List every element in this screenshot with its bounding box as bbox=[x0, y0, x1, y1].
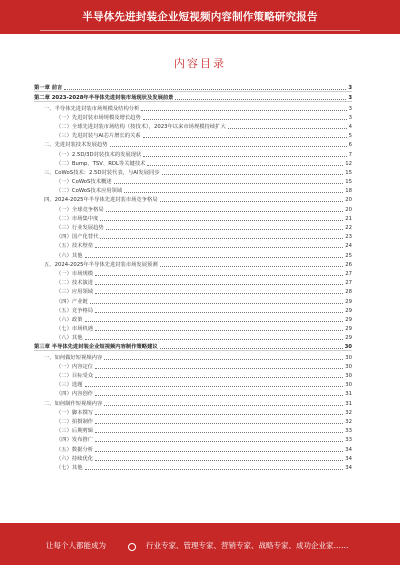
toc-leader-dots bbox=[95, 395, 343, 396]
toc-item-page: 29 bbox=[345, 316, 352, 323]
toc-item-text: （一）CoWoS技术概述 bbox=[56, 179, 112, 186]
toc-leader-dots bbox=[85, 321, 344, 322]
toc-item-text: （二）全球先进封装市场结构（按技术），2023年以来市场规模持续扩大 bbox=[56, 123, 226, 130]
toc-item-page: 3 bbox=[348, 95, 352, 102]
toc-leader-dots bbox=[143, 137, 347, 138]
toc-item[interactable] bbox=[34, 259, 352, 268]
toc-item-text: 一、如何做好短视频内容 bbox=[44, 354, 103, 361]
toc-item-text: （二）市场集中度 bbox=[56, 215, 99, 222]
toc-leader-dots bbox=[104, 405, 343, 406]
footer-left-text: 让每个人都能成为 bbox=[46, 541, 106, 550]
toc-leader-dots bbox=[95, 432, 343, 433]
toc-item-page: 29 bbox=[345, 326, 352, 333]
toc-item-page: 4 bbox=[348, 123, 352, 130]
toc-leader-dots bbox=[114, 183, 344, 184]
toc-item-text: （二）Bump、TSV、RDL等关键技术 bbox=[56, 160, 146, 167]
toc-leader-dots bbox=[95, 275, 343, 276]
toc-item-page: 23 bbox=[345, 234, 352, 241]
toc-leader-dots bbox=[95, 284, 343, 285]
toc-item-page: 3 bbox=[348, 114, 352, 121]
toc-item-page: 30 bbox=[345, 373, 352, 379]
toc-item[interactable] bbox=[34, 295, 352, 304]
toc-item[interactable] bbox=[34, 222, 352, 231]
footer-separator-icon bbox=[128, 543, 136, 551]
toc-leader-dots bbox=[141, 110, 346, 111]
toc-item-page: 3 bbox=[348, 105, 352, 112]
toc-item-page: 29 bbox=[345, 298, 352, 305]
toc-leader-dots bbox=[162, 174, 344, 175]
toc-item-page: 30 bbox=[344, 344, 352, 351]
toc-leader-dots bbox=[85, 257, 344, 258]
toc-item-text: 五、2024-2025年半导体先进封装市场发展预测 bbox=[44, 261, 158, 268]
toc-item[interactable] bbox=[34, 443, 352, 452]
toc-item[interactable] bbox=[34, 148, 352, 157]
toc-leader-dots bbox=[95, 441, 343, 442]
toc-item[interactable] bbox=[34, 314, 352, 323]
toc-item[interactable] bbox=[34, 112, 352, 121]
toc-leader-dots bbox=[85, 469, 344, 470]
toc-item-page: 34 bbox=[345, 455, 352, 462]
toc-item-page: 3 bbox=[348, 85, 352, 92]
toc-item-page: 32 bbox=[345, 418, 352, 425]
toc-leader-dots bbox=[160, 348, 343, 349]
toc-item[interactable] bbox=[34, 370, 352, 379]
toc-item-page: 33 bbox=[345, 437, 352, 444]
toc-item[interactable] bbox=[34, 139, 352, 148]
toc-leader-dots bbox=[95, 414, 343, 415]
toc-item-page: 31 bbox=[345, 391, 352, 398]
toc-leader-dots bbox=[147, 165, 343, 166]
toc-item[interactable] bbox=[34, 305, 352, 314]
toc-item-page: 6 bbox=[348, 142, 352, 149]
toc-item[interactable] bbox=[34, 462, 352, 471]
report-title: 半导体先进封装企业短视频内容制作策略研究报告 bbox=[82, 11, 318, 23]
toc-item[interactable] bbox=[34, 249, 352, 258]
toc-leader-dots bbox=[95, 330, 343, 331]
toc-item-text: （二）拍摄制作 bbox=[56, 418, 94, 425]
toc-item-page: 32 bbox=[345, 409, 352, 416]
toc-item[interactable] bbox=[34, 341, 352, 351]
toc-item-page: 24 bbox=[345, 243, 352, 250]
toc-item-page: 20 bbox=[345, 206, 352, 213]
toc-item-text: （三）行业发展趋势 bbox=[56, 225, 104, 231]
toc-item-page: 25 bbox=[345, 252, 352, 259]
toc-item-text: 第二章 2023-2028年半导体先进封装市场现状及发展前景 bbox=[34, 95, 174, 102]
toc-leader-dots bbox=[175, 99, 346, 100]
toc-leader-dots bbox=[95, 451, 343, 452]
toc-leader-dots bbox=[143, 119, 347, 120]
toc-leader-dots bbox=[100, 220, 343, 221]
footer-right-text: 行业专家、管理专家、营销专家、战略专家、成功企业家…… bbox=[146, 541, 349, 550]
toc-item-text: 第三章 半导体先进封装企业短视频内容制作策略建议 bbox=[34, 344, 158, 351]
toc-item-text: 二、如何制作短视频内容 bbox=[44, 400, 103, 407]
toc-item-text: （三）后期剪辑 bbox=[56, 428, 94, 435]
toc-item[interactable] bbox=[34, 277, 352, 286]
toc-item-text: （一）全球竞争格局 bbox=[56, 206, 104, 213]
toc-item-page: 15 bbox=[345, 179, 352, 186]
toc-item-text: 一、半导体先进封装市场规模及结构分析 bbox=[44, 105, 140, 112]
toc-item-text: 三、CoWoS技术：2.5D封装代表，与AI发展同步 bbox=[44, 169, 160, 176]
toc-item[interactable] bbox=[34, 92, 352, 102]
footer-banner bbox=[0, 523, 400, 565]
toc-item-page: 22 bbox=[345, 225, 352, 231]
toc-item-page: 27 bbox=[345, 270, 352, 277]
toc-item[interactable] bbox=[34, 379, 352, 388]
toc-item-text: （四）发布推广 bbox=[56, 437, 94, 444]
toc-item[interactable] bbox=[34, 82, 352, 92]
toc-leader-dots bbox=[95, 312, 343, 313]
toc-item[interactable] bbox=[34, 194, 352, 203]
toc-item-page: 7 bbox=[348, 151, 352, 158]
toc-item-text: （六）政策 bbox=[56, 316, 83, 323]
toc-leader-dots bbox=[143, 156, 346, 157]
toc-item-text: （六）其他 bbox=[56, 252, 83, 259]
toc-item[interactable] bbox=[34, 361, 352, 370]
toc-leader-dots bbox=[106, 229, 344, 230]
toc-leader-dots bbox=[90, 303, 343, 304]
toc-item[interactable] bbox=[34, 425, 352, 434]
toc-item[interactable] bbox=[34, 434, 352, 443]
toc-item-text: （七）其他 bbox=[56, 464, 83, 471]
table-of-contents bbox=[34, 82, 352, 471]
toc-item-text: （三）先进封装与AI芯片增长的关系 bbox=[56, 133, 141, 140]
toc-leader-dots bbox=[106, 211, 344, 212]
toc-item-page: 34 bbox=[345, 464, 352, 471]
toc-item-page: 34 bbox=[345, 446, 352, 453]
toc-item-text: （八）其他 bbox=[56, 335, 83, 342]
toc-item[interactable] bbox=[34, 323, 352, 332]
toc-item-text: 二、先进封装技术发展趋势 bbox=[44, 142, 108, 149]
toc-item[interactable] bbox=[34, 102, 352, 111]
toc-item-page: 33 bbox=[345, 428, 352, 435]
toc-item[interactable] bbox=[34, 203, 352, 212]
toc-leader-dots bbox=[95, 247, 343, 248]
toc-leader-dots bbox=[160, 266, 344, 267]
toc-item[interactable] bbox=[34, 351, 352, 360]
toc-leader-dots bbox=[100, 238, 343, 239]
toc-item-text: （一）先进封装市场规模及增长趋势 bbox=[56, 114, 141, 121]
toc-item-page: 29 bbox=[345, 307, 352, 314]
toc-item-page: 26 bbox=[345, 261, 352, 268]
toc-leader-dots bbox=[95, 368, 343, 369]
toc-leader-dots bbox=[95, 377, 343, 378]
toc-item-text: （五）竞争格局 bbox=[56, 307, 94, 314]
toc-leader-dots bbox=[64, 89, 346, 90]
report-header bbox=[0, 0, 400, 34]
toc-title: 内容目录 bbox=[174, 57, 226, 70]
toc-item-page: 18 bbox=[345, 188, 352, 195]
toc-item-text: （四）产业链 bbox=[56, 298, 88, 305]
toc-item-text: （一）2.5D/3D封装技术的发展现状 bbox=[56, 151, 142, 158]
toc-item-page: 12 bbox=[345, 160, 352, 167]
toc-item-page: 5 bbox=[348, 133, 352, 140]
toc-item[interactable] bbox=[34, 240, 352, 249]
toc-item-text: （二）技术演进 bbox=[56, 280, 94, 287]
toc-item-text: （五）数据分析 bbox=[56, 446, 94, 453]
toc-item-text: （四）国产化替代 bbox=[56, 234, 99, 241]
toc-item-text: （三）选题 bbox=[56, 382, 83, 389]
toc-item-text: 四、2024-2025年半导体先进封装市场竞争格局 bbox=[44, 197, 158, 204]
toc-item[interactable] bbox=[34, 121, 352, 130]
toc-item[interactable] bbox=[34, 231, 352, 240]
toc-item-text: （二）目标受众 bbox=[56, 373, 94, 379]
toc-leader-dots bbox=[95, 293, 343, 294]
toc-leader-dots bbox=[124, 192, 343, 193]
toc-item-text: 第一章 前言 bbox=[34, 85, 63, 92]
toc-item-text: （一）市场规模 bbox=[56, 270, 94, 277]
toc-item-text: （二）CoWoS技术应用领域 bbox=[56, 188, 123, 195]
toc-item[interactable] bbox=[34, 388, 352, 397]
toc-leader-dots bbox=[228, 128, 347, 129]
toc-item-page: 20 bbox=[345, 197, 352, 204]
toc-item-page: 21 bbox=[345, 215, 352, 222]
toc-item[interactable] bbox=[34, 167, 352, 176]
toc-item-page: 30 bbox=[345, 363, 352, 370]
toc-item[interactable] bbox=[34, 185, 352, 194]
toc-item[interactable] bbox=[34, 130, 352, 139]
toc-leader-dots bbox=[85, 339, 344, 340]
toc-item[interactable] bbox=[34, 407, 352, 416]
toc-item-text: （一）脚本撰写 bbox=[56, 409, 94, 416]
toc-item[interactable] bbox=[34, 176, 352, 185]
toc-leader-dots bbox=[104, 359, 343, 360]
toc-item-page: 28 bbox=[345, 289, 352, 296]
toc-item[interactable] bbox=[34, 416, 352, 425]
toc-item[interactable] bbox=[34, 286, 352, 295]
header-divider bbox=[40, 30, 360, 31]
toc-item-page: 15 bbox=[345, 169, 352, 176]
toc-item-page: 30 bbox=[345, 354, 352, 361]
toc-item[interactable] bbox=[34, 397, 352, 406]
toc-item-page: 27 bbox=[345, 280, 352, 287]
toc-leader-dots bbox=[95, 423, 343, 424]
toc-item[interactable] bbox=[34, 332, 352, 341]
toc-item[interactable] bbox=[34, 158, 352, 167]
toc-leader-dots bbox=[85, 386, 344, 387]
toc-leader-dots bbox=[110, 146, 347, 147]
toc-item-page: 31 bbox=[345, 400, 352, 407]
toc-item[interactable] bbox=[34, 213, 352, 222]
toc-item[interactable] bbox=[34, 453, 352, 462]
toc-item-page: 29 bbox=[345, 335, 352, 342]
toc-item-text: （四）内容创作 bbox=[56, 391, 94, 398]
toc-item-text: （七）市场机遇 bbox=[56, 326, 94, 333]
toc-item-text: （五）技术壁垒 bbox=[56, 243, 94, 250]
toc-item-page: 30 bbox=[345, 382, 352, 389]
toc-item[interactable] bbox=[34, 268, 352, 277]
toc-leader-dots bbox=[160, 201, 344, 202]
toc-leader-dots bbox=[95, 460, 343, 461]
toc-item-text: （一）内容定位 bbox=[56, 363, 94, 370]
toc-item-text: （三）应用领域 bbox=[56, 289, 94, 296]
toc-item-text: （六）持续优化 bbox=[56, 455, 94, 462]
